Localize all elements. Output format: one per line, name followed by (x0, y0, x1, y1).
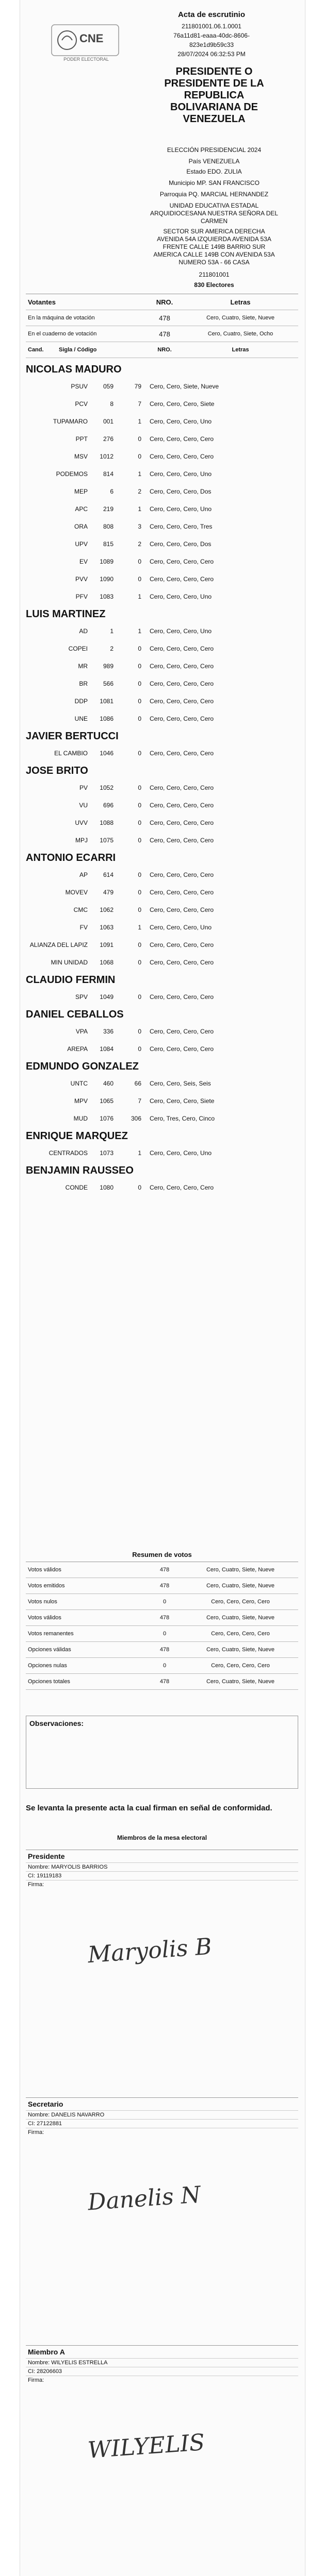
party-row (26, 954, 298, 971)
party-votes: 2 (138, 540, 141, 548)
member-name: Nombre: DANELIS NAVARRO (26, 2110, 298, 2119)
resumen-row (26, 1578, 298, 1594)
party-votes: 0 (138, 784, 141, 791)
party-votes-letters: Cero, Cero, Cero, Cero (150, 889, 214, 896)
party-code: 808 (103, 523, 114, 530)
party-row (26, 919, 298, 936)
party-votes: 79 (134, 383, 141, 390)
party-votes-letters: Cero, Cero, Cero, Cero (150, 645, 214, 652)
handwritten-signature: Maryolis B (87, 1933, 213, 1969)
direccion: SECTOR SUR AMERICA DERECHA AVENIDA 54A IZQUIERDA AVENIDA 53A FRENTE CALLE 149B BARRIO SUR AMERICA CALLE 149B CON AVENIDA 53A NUMERO 53A - 66 CASA (153, 228, 275, 266)
candidate-name: CLAUDIO FERMIN (26, 974, 116, 986)
party-votes-letters: Cero, Cero, Cero, Uno (150, 505, 212, 513)
codigo-centro: 211801001 (199, 271, 230, 278)
party-acronym: ORA (74, 523, 88, 530)
party-votes-letters: Cero, Cero, Cero, Cero (150, 959, 214, 966)
party-votes-letters: Cero, Cero, Cero, Uno (150, 924, 212, 931)
party-acronym: UPV (75, 540, 88, 548)
acta-code-1: 211801001.06.1.0001 (182, 23, 241, 30)
resumen-nro: 478 (159, 1583, 170, 1589)
party-acronym: MOVEV (65, 889, 88, 896)
party-row (26, 378, 298, 395)
resumen-nro: 0 (163, 1599, 167, 1605)
party-votes-letters: Cero, Cero, Cero, Tres (150, 523, 213, 530)
resumen-nro: 0 (163, 1631, 167, 1637)
member-block (26, 2097, 298, 2345)
party-code: 219 (103, 505, 114, 513)
votantes-letras: Cero, Cuatro, Siete, Ocho (207, 331, 273, 337)
party-votes-letters: Cero, Cero, Cero, Siete (150, 400, 215, 408)
party-acronym: PV (79, 784, 88, 791)
member-ci: CI: 27122881 (26, 2119, 298, 2128)
party-votes: 0 (138, 680, 141, 687)
resumen-label: Opciones totales (28, 1679, 70, 1685)
party-row (26, 465, 298, 483)
party-row (26, 1075, 298, 1092)
conformidad-text: Se levanta la presente acta la cual firman en señal de conformidad. (26, 1804, 272, 1812)
resumen-nro: 478 (159, 1567, 170, 1573)
party-votes-letters: Cero, Cero, Cero, Uno (150, 628, 212, 635)
party-acronym: APC (75, 505, 88, 513)
votantes-label: En el cuaderno de votación (28, 331, 97, 337)
party-votes: 0 (138, 715, 141, 722)
party-code: 2 (110, 645, 114, 652)
party-code: 336 (103, 1028, 114, 1035)
resumen-nro: 478 (159, 1679, 170, 1685)
main-title: PRESIDENTE O PRESIDENTE DE LA REPUBLICA BOLIVARIANA DE VENEZUELA (164, 66, 264, 125)
party-votes-letters: Cero, Cero, Cero, Cero (150, 1028, 214, 1035)
party-acronym: PVV (75, 575, 88, 583)
party-code: 1081 (100, 698, 114, 705)
party-acronym: FV (79, 924, 88, 931)
party-votes-letters: Cero, Cero, Cero, Cero (150, 715, 214, 722)
party-row (26, 692, 298, 710)
estado: Estado EDO. ZULIA (186, 168, 242, 175)
resumen-nro: 478 (159, 1615, 170, 1621)
party-code: 1080 (100, 1184, 114, 1191)
member-block (26, 2345, 298, 2576)
party-votes: 0 (138, 993, 141, 1001)
votantes-row (26, 310, 298, 326)
party-votes: 0 (138, 871, 141, 878)
party-acronym: EV (79, 558, 88, 565)
party-votes: 0 (138, 959, 141, 966)
party-row (26, 413, 298, 430)
party-code: 1073 (100, 1149, 114, 1157)
party-votes: 1 (138, 628, 141, 635)
party-acronym: VPA (75, 1028, 88, 1035)
handwritten-signature: WILYELIS (87, 2429, 206, 2464)
party-row (26, 588, 298, 605)
party-acronym: MIN UNIDAD (51, 959, 88, 966)
party-acronym: PODEMOS (56, 470, 88, 478)
candidate-name: ANTONIO ECARRI (26, 852, 116, 863)
party-code: 8 (110, 400, 114, 408)
party-votes-letters: Cero, Cero, Cero, Cero (150, 1045, 214, 1053)
party-votes-letters: Cero, Cero, Cero, Cero (150, 698, 214, 705)
party-votes-letters: Cero, Cero, Cero, Uno (150, 470, 212, 478)
party-code: 1063 (100, 924, 114, 931)
party-votes: 0 (138, 819, 141, 826)
party-row (26, 744, 298, 762)
resumen-letras: Cero, Cero, Cero, Cero (211, 1599, 270, 1605)
party-votes-letters: Cero, Cero, Cero, Cero (150, 802, 214, 809)
member-ci: CI: 19119183 (26, 1871, 298, 1880)
party-acronym: BR (79, 680, 88, 687)
members-list (26, 1850, 298, 2576)
resumen-row (26, 1642, 298, 1658)
party-row (26, 1144, 298, 1162)
party-votes-letters: Cero, Cero, Cero, Cero (150, 435, 214, 443)
centro: UNIDAD EDUCATIVA ESTADAL ARQUIDIOCESANA NUESTRA SEÑORA DEL CARMEN (150, 202, 279, 225)
party-acronym: AREPA (67, 1045, 88, 1053)
party-votes: 0 (138, 435, 141, 443)
party-votes-letters: Cero, Cero, Cero, Cero (150, 837, 214, 844)
party-acronym: AP (79, 871, 88, 878)
party-row (26, 640, 298, 657)
acta-datetime: 28/07/2024 06:32:53 PM (177, 50, 246, 58)
miembros-title: Miembros de la mesa electoral (117, 1834, 207, 1841)
handwritten-signature: Danelis N (87, 2181, 202, 2216)
party-acronym: MSV (74, 453, 88, 460)
party-acronym: MEP (74, 488, 88, 495)
party-votes: 0 (138, 906, 141, 913)
party-code: 1075 (100, 837, 114, 844)
party-votes: 0 (138, 663, 141, 670)
party-code: 1083 (100, 593, 114, 600)
party-votes-letters: Cero, Cero, Seis, Seis (150, 1080, 211, 1087)
party-votes: 0 (138, 1045, 141, 1053)
party-votes-letters: Cero, Cero, Cero, Cero (150, 906, 214, 913)
votantes-letras: Cero, Cuatro, Siete, Nueve (206, 315, 275, 321)
municipio: Municipio MP. SAN FRANCISCO (169, 179, 260, 187)
resumen-nro: 478 (159, 1647, 170, 1653)
candidate-name: NICOLAS MADURO (26, 364, 122, 375)
party-acronym: MPJ (75, 837, 88, 844)
party-acronym: CENTRADOS (48, 1149, 88, 1157)
resumen-row (26, 1610, 298, 1626)
party-votes-letters: Cero, Cero, Cero, Cero (150, 784, 214, 791)
logo-sub: PODER ELECTORAL (63, 57, 109, 62)
resumen-letras: Cero, Cero, Cero, Cero (211, 1631, 270, 1637)
observaciones-label: Observaciones: (29, 1719, 84, 1727)
party-code: 1052 (100, 784, 114, 791)
candidates-list (26, 361, 298, 1196)
party-votes: 0 (138, 837, 141, 844)
votantes-nro: 478 (159, 330, 170, 338)
candidate-name: JOSE BRITO (26, 765, 88, 776)
party-row (26, 936, 298, 954)
party-code: 614 (103, 871, 114, 878)
party-code: 1046 (100, 750, 114, 757)
acta-code-3: 823e1d9b59c33 (189, 41, 234, 48)
party-votes-letters: Cero, Cero, Cero, Cero (150, 558, 214, 565)
member-firma: Firma: (26, 2128, 298, 2137)
party-code: 6 (110, 488, 114, 495)
party-acronym: COPEI (68, 645, 88, 652)
member-name: Nombre: MARYOLIS BARRIOS (26, 1862, 298, 1871)
party-acronym: TUPAMARO (53, 418, 88, 425)
pais: País VENEZUELA (188, 158, 240, 165)
party-row (26, 1110, 298, 1127)
org-col: Sigla / Código (59, 347, 97, 353)
party-row (26, 796, 298, 814)
votantes-nro: 478 (159, 314, 170, 322)
party-row (26, 1040, 298, 1058)
candidate-name: JAVIER BERTUCCI (26, 731, 119, 742)
party-votes: 1 (138, 418, 141, 425)
party-row (26, 500, 298, 518)
party-code: 1089 (100, 558, 114, 565)
party-votes-letters: Cero, Cero, Cero, Cero (150, 680, 214, 687)
party-votes-letters: Cero, Cero, Cero, Uno (150, 1149, 212, 1157)
party-row (26, 779, 298, 796)
party-acronym: MUD (73, 1115, 88, 1122)
cand-header-row (26, 342, 298, 358)
party-acronym: SPV (75, 993, 88, 1001)
party-votes: 0 (138, 645, 141, 652)
resumen-label: Votos válidos (28, 1615, 61, 1621)
party-votes: 0 (138, 1184, 141, 1191)
resumen-label: Opciones nulas (28, 1663, 67, 1669)
party-votes-letters: Cero, Cero, Cero, Cero (150, 663, 214, 670)
party-code: 1084 (100, 1045, 114, 1053)
cne-logo (46, 21, 124, 62)
party-code: 1088 (100, 819, 114, 826)
party-code: 1012 (100, 453, 114, 460)
party-votes: 1 (138, 593, 141, 600)
resumen-label: Votos emitidos (28, 1583, 65, 1589)
party-code: 1068 (100, 959, 114, 966)
parroquia: Parroquia PQ. MARCIAL HERNANDEZ (159, 191, 269, 198)
member-role: Secretario (28, 2100, 63, 2108)
votantes-table (26, 294, 298, 358)
party-votes-letters: Cero, Cero, Cero, Cero (150, 993, 214, 1001)
party-code: 1076 (100, 1115, 114, 1122)
resumen-letras: Cero, Cuatro, Siete, Nueve (206, 1583, 275, 1589)
logo-text: CNE (79, 32, 104, 45)
party-votes: 0 (138, 750, 141, 757)
party-votes: 66 (134, 1080, 141, 1087)
party-votes: 0 (138, 889, 141, 896)
party-row (26, 1023, 298, 1040)
party-row (26, 988, 298, 1006)
party-votes-letters: Cero, Cero, Cero, Dos (150, 540, 212, 548)
party-votes: 1 (138, 470, 141, 478)
observaciones-box (26, 1716, 298, 1789)
resumen-label: Votos nulos (28, 1599, 57, 1605)
party-votes: 0 (138, 802, 141, 809)
acta-code-2: 76a11d81-eaaa-40dc-8606- (173, 32, 250, 39)
member-block (26, 1850, 298, 2097)
party-acronym: PFV (75, 593, 88, 600)
cand-col: Cand. (28, 347, 44, 353)
votantes-header (26, 294, 298, 310)
party-acronym: MPV (74, 1097, 88, 1105)
col-letras: Letras (230, 298, 251, 306)
party-row (26, 395, 298, 413)
member-name: Nombre: WILYELIS ESTRELLA (26, 2358, 298, 2367)
nro-col: NRO. (157, 347, 172, 353)
party-row (26, 553, 298, 570)
candidate-name: LUIS MARTINEZ (26, 608, 106, 620)
resumen-letras: Cero, Cuatro, Siete, Nueve (206, 1615, 275, 1621)
party-acronym: EL CAMBIO (54, 750, 88, 757)
letras-col: Letras (232, 347, 249, 353)
party-code: 1062 (100, 906, 114, 913)
party-row (26, 1092, 298, 1110)
party-votes: 0 (138, 941, 141, 948)
party-votes: 0 (138, 698, 141, 705)
member-ci: CI: 28206603 (26, 2367, 298, 2376)
party-votes-letters: Cero, Cero, Cero, Cero (150, 453, 214, 460)
col-nro: NRO. (156, 298, 173, 306)
party-code: 815 (103, 540, 114, 548)
candidate-name: EDMUNDO GONZALEZ (26, 1061, 139, 1072)
resumen-label: Opciones válidas (28, 1647, 71, 1653)
party-votes: 306 (131, 1115, 141, 1122)
party-votes-letters: Cero, Cero, Cero, Cero (150, 871, 214, 878)
party-code: 1086 (100, 715, 114, 722)
party-votes-letters: Cero, Cero, Cero, Cero (150, 1184, 214, 1191)
party-votes-letters: Cero, Cero, Cero, Uno (150, 418, 212, 425)
party-row (26, 657, 298, 675)
party-code: 1065 (100, 1097, 114, 1105)
party-votes-letters: Cero, Cero, Cero, Cero (150, 750, 214, 757)
party-acronym: CONDE (65, 1184, 88, 1191)
resumen-row (26, 1594, 298, 1610)
party-code: 1091 (100, 941, 114, 948)
party-acronym: PPT (75, 435, 88, 443)
election-name: ELECCIÓN PRESIDENCIAL 2024 (167, 146, 262, 154)
resumen-row (26, 1658, 298, 1674)
party-code: 059 (103, 383, 114, 390)
resumen-letras: Cero, Cuatro, Siete, Nueve (206, 1567, 275, 1573)
party-acronym: DDP (74, 698, 88, 705)
party-votes-letters: Cero, Tres, Cero, Cinco (150, 1115, 215, 1122)
party-votes: 7 (138, 400, 141, 408)
party-code: 989 (103, 663, 114, 670)
party-row (26, 1179, 298, 1196)
member-role: Miembro A (28, 2348, 65, 2356)
resumen-letras: Cero, Cuatro, Siete, Nueve (206, 1679, 275, 1685)
resumen-label: Votos válidos (28, 1567, 61, 1573)
party-votes-letters: Cero, Cero, Cero, Uno (150, 593, 212, 600)
party-code: 566 (103, 680, 114, 687)
resumen-nro: 0 (163, 1663, 167, 1669)
party-code: 814 (103, 470, 114, 478)
party-row (26, 535, 298, 553)
party-acronym: CMC (73, 906, 88, 913)
party-acronym: UNTC (70, 1080, 88, 1087)
party-acronym: ALIANZA DEL LAPIZ (29, 941, 88, 948)
party-row (26, 448, 298, 465)
resumen-row (26, 1626, 298, 1642)
votantes-row (26, 326, 298, 342)
party-row (26, 710, 298, 727)
votantes-label: En la máquina de votación (28, 315, 95, 321)
party-votes-letters: Cero, Cero, Cero, Siete (150, 1097, 215, 1105)
party-votes-letters: Cero, Cero, Cero, Cero (150, 575, 214, 583)
electores: 830 Electores (194, 281, 234, 289)
party-row (26, 518, 298, 535)
resumen-title: Resumen de votos (132, 1551, 192, 1558)
party-acronym: MR (78, 663, 88, 670)
resumen-letras: Cero, Cero, Cero, Cero (211, 1663, 270, 1669)
party-code: 1090 (100, 575, 114, 583)
party-acronym: PCV (75, 400, 88, 408)
col-votantes: Votantes (28, 298, 56, 306)
party-row (26, 570, 298, 588)
party-code: 460 (103, 1080, 114, 1087)
member-firma: Firma: (26, 1880, 298, 1889)
party-acronym: UVV (75, 819, 88, 826)
party-votes: 7 (138, 1097, 141, 1105)
candidate-name: BENJAMIN RAUSSEO (26, 1165, 134, 1176)
party-votes: 1 (138, 1149, 141, 1157)
candidate-name: DANIEL CEBALLOS (26, 1009, 124, 1020)
party-votes: 1 (138, 505, 141, 513)
party-votes: 2 (138, 488, 141, 495)
party-row (26, 832, 298, 849)
party-votes: 0 (138, 575, 141, 583)
party-row (26, 622, 298, 640)
resumen-row (26, 1674, 298, 1690)
resumen-section (26, 1551, 298, 1690)
party-code: 696 (103, 802, 114, 809)
party-code: 1049 (100, 993, 114, 1001)
party-code: 001 (103, 418, 114, 425)
party-code: 1 (110, 628, 114, 635)
resumen-letras: Cero, Cuatro, Siete, Nueve (206, 1647, 275, 1653)
party-votes: 3 (138, 523, 141, 530)
party-code: 276 (103, 435, 114, 443)
party-votes: 0 (138, 558, 141, 565)
party-code: 479 (103, 889, 114, 896)
party-row (26, 430, 298, 448)
party-votes-letters: Cero, Cero, Cero, Cero (150, 819, 214, 826)
party-votes-letters: Cero, Cero, Cero, Dos (150, 488, 212, 495)
party-votes-letters: Cero, Cero, Siete, Nueve (150, 383, 219, 390)
party-votes: 0 (138, 1028, 141, 1035)
party-acronym: PSUV (71, 383, 88, 390)
resumen-table (26, 1562, 298, 1690)
party-acronym: UNE (74, 715, 88, 722)
member-firma: Firma: (26, 2376, 298, 2384)
resumen-row (26, 1562, 298, 1578)
party-row (26, 814, 298, 832)
candidate-name: ENRIQUE MARQUEZ (26, 1130, 128, 1142)
party-votes-letters: Cero, Cero, Cero, Cero (150, 941, 214, 948)
party-votes: 1 (138, 924, 141, 931)
party-row (26, 901, 298, 919)
acta-title: Acta de escrutinio (177, 10, 246, 19)
resumen-label: Votos remanentes (28, 1631, 74, 1637)
party-acronym: AD (79, 628, 88, 635)
party-row (26, 675, 298, 692)
party-votes: 0 (138, 453, 141, 460)
member-role: Presidente (28, 1852, 65, 1860)
party-row (26, 884, 298, 901)
party-row (26, 866, 298, 884)
party-acronym: VU (79, 802, 88, 809)
party-row (26, 483, 298, 500)
